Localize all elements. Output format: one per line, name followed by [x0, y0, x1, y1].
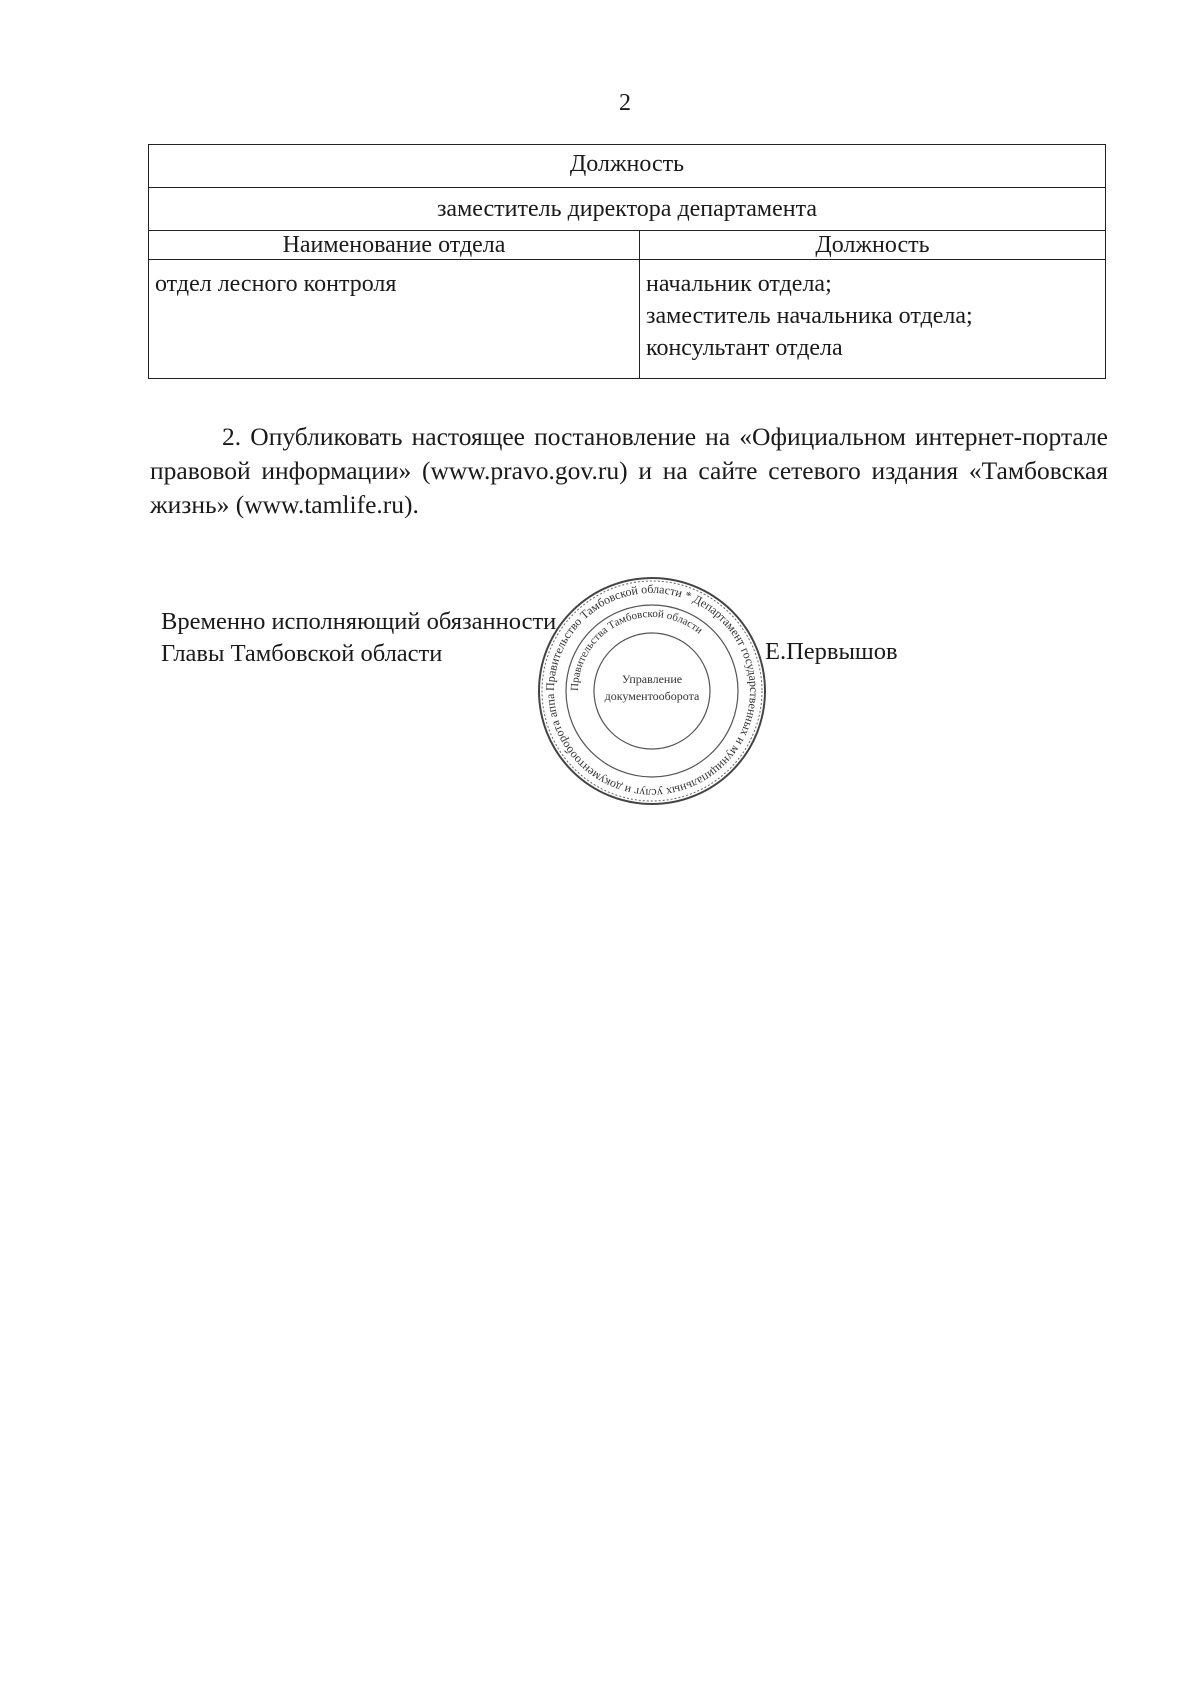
seal-center-line: документооборота — [604, 689, 700, 703]
position-item: заместитель начальника отдела; — [646, 303, 973, 329]
table-row — [149, 260, 1106, 379]
seal-outer-text: Правительство Тамбовской области * Департамент государственных и муниципальных услуг и документооборота аппа — [542, 581, 762, 801]
page-number: 2 — [619, 90, 631, 116]
seal-center-line: Управление — [621, 672, 683, 686]
position-item: начальник отдела; — [646, 271, 832, 297]
publication-paragraph: 2. Опубликовать настоящее постановление на «Официальном интернет-портале правовой информации» (www.pravo.gov.ru) и на сайте сетевого издания «Тамбовская жизнь» (www.tamlife.ru). — [150, 422, 1108, 519]
signatory-name: Е.Первышов — [765, 638, 898, 665]
department-cell: отдел лесного контроля — [149, 260, 640, 379]
signatory-title-line: Временно исполняющий обязанности — [161, 608, 557, 635]
positions-cell — [640, 260, 1106, 379]
signatory-title — [161, 606, 556, 670]
table-header-subtitle: заместитель директора департамента — [149, 188, 1106, 231]
position-item: консультант отдела — [646, 335, 843, 361]
official-seal — [536, 575, 768, 807]
column-header-position: Должность — [640, 231, 1106, 260]
signatory-title-line: Главы Тамбовской области — [161, 640, 443, 667]
positions-table — [148, 144, 1106, 379]
seal-inner-text: Правительства Тамбовской области — [568, 607, 705, 692]
column-header-department: Наименование отдела — [149, 231, 640, 260]
table-header-title: Должность — [149, 145, 1106, 188]
seal-center-text — [536, 671, 768, 705]
